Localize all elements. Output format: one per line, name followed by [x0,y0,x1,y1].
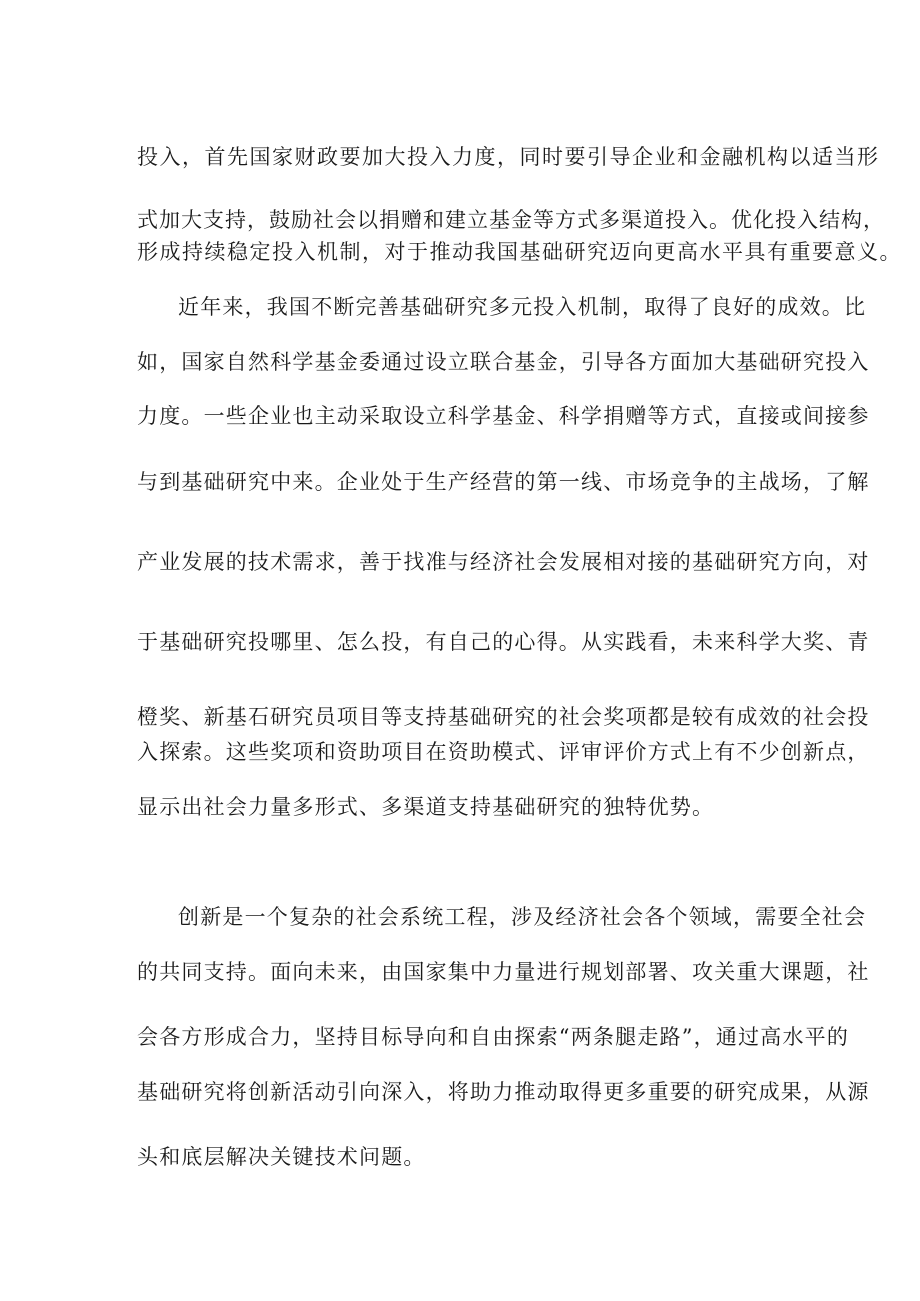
paragraph-2-line-6: 于基础研究投哪里、怎么投，有自己的心得。从实践看，未来科学大奖、青 [137,630,870,654]
paragraph-2-line-1: 近年来，我国不断完善基础研究多元投入机制，取得了良好的成效。比 [178,295,867,319]
paragraph-3-line-2: 的共同支持。面向未来，由国家集中力量进行规划部署、攻关重大课题，社 [137,960,870,984]
paragraph-3-line-1: 创新是一个复杂的社会系统工程，涉及经济社会各个领域，需要全社会 [178,905,867,929]
paragraph-2-line-2: 如，国家自然科学基金委通过设立联合基金，引导各方面加大基础研究投入 [137,350,870,374]
paragraph-3-line-3: 会各方形成合力，坚持目标导向和自由探索“两条腿走路”，通过高水平的 [137,1025,850,1049]
paragraph-2-line-9: 显示出社会力量多形式、多渠道支持基础研究的独特优势。 [137,795,715,819]
paragraph-3-line-4: 基础研究将创新活动引向深入，将助力推动取得更多重要的研究成果，从源 [137,1080,870,1104]
paragraph-2-line-7: 橙奖、新基石研究员项目等支持基础研究的社会奖项都是较有成效的社会投 [137,705,870,729]
paragraph-2-line-4: 与到基础研究中来。企业处于生产经营的第一线、市场竞争的主战场，了解 [137,470,870,494]
paragraph-2-line-8: 入探索。这些奖项和资助项目在资助模式、评审评价方式上有不少创新点， [137,740,870,764]
paragraph-2-line-3: 力度。一些企业也主动采取设立科学基金、科学捐赠等方式，直接或间接参 [137,404,870,428]
paragraph-3-line-5: 头和底层解决关键技术问题。 [137,1145,426,1169]
paragraph-1-line-2: 式加大支持，鼓励社会以捐赠和建立基金等方式多渠道投入。优化投入结构， [137,208,885,232]
paragraph-1-line-1: 投入，首先国家财政要加大投入力度，同时要引导企业和金融机构以适当形 [137,145,880,169]
paragraph-1-line-3: 形成持续稳定投入机制，对于推动我国基础研究迈向更高水平具有重要意义。 [137,240,902,264]
paragraph-2-line-5: 产业发展的技术需求，善于找准与经济社会发展相对接的基础研究方向，对 [137,550,870,574]
